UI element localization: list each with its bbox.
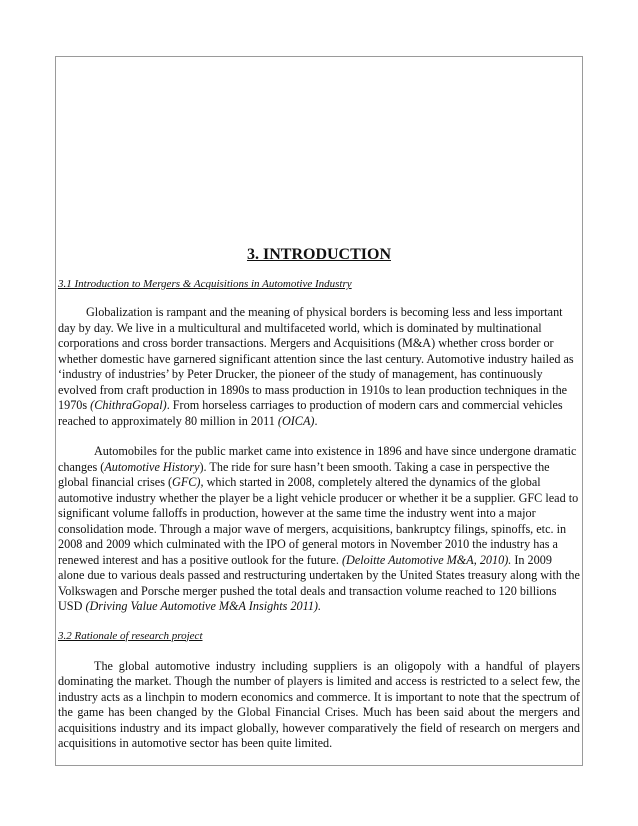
citation: (ChithraGopal) xyxy=(90,398,167,412)
paragraph-text: which started in 2008, completely altered the dynamics of the global automotive industry whether the player be a light vehicle producer or whether it be a supplier. GFC lead to significant volume falloffs in production, however at the same time the industry went into a major consolidation mode. Through a major wave of mergers, acquisitions, bankruptcy filings, spinoffs, etc. in 2008 and 2009 which culminated with the IPO of general motors in November 2010 the industry has a renewed interest and has a positive outlook for the future. xyxy=(58,475,579,567)
citation: (Driving Value Automotive M&A Insights 2011). xyxy=(85,599,322,613)
paragraph-text: Automobiles for the public market came into existence in 1896 and have since undergone dramatic changes ( xyxy=(58,444,577,474)
paragraph-text: . From horseless carriages to production of modern cars and commercial vehicles reached to approximately 80 million in 2011 xyxy=(58,398,563,428)
paragraph-text: Globalization is rampant and the meaning of physical borders is becoming less and less important day by day. We live in a multicultural and multifaceted world, which is dominated by multinational corporations and cross border transactions. Mergers and Acquisitions (M&A) whether cross border or whether domestic have garnered significant attention since the last century. Automotive industry hailed as ‘industry of industries’ by Peter Drucker, the pioneer of the study of management, has continuously evolved from craft production in 1890s to mass production in 1910s to lean production techniques in the 1970s xyxy=(58,305,574,412)
paragraph-text: In 2009 alone due to various deals passed and restructuring undertaken by the United States treasury along with the Volkswagen and Porsche merger pushed the total deals and transaction volume reached to 120 billions USD xyxy=(58,552,580,613)
citation: GFC), xyxy=(172,475,204,489)
section-heading-rationale: 3.2 Rationale of research project xyxy=(58,629,203,642)
section-heading-intro: 3.1 Introduction to Mergers & Acquisitions in Automotive Industry xyxy=(58,278,352,290)
citation: (OICA) xyxy=(277,413,315,428)
paragraph-text: . xyxy=(314,413,318,428)
page-title: 3. INTRODUCTION xyxy=(246,246,391,263)
paragraph-rationale: The global automotive industry including suppliers is an oligopoly with a handful of players dominating the market. Though the number of players is limited and access is restricted to a select few, the industry acts as a linchpin to modern economics and commerce. It is important to note that the spectrum of the game has been changed by the Global Financial Crises. Much has been said about the mergers and acquisitions industry and its impact globally, however comparatively the field of research on mergers and acquisitions in automotive sector has been quite limited. xyxy=(58,658,580,750)
document-body xyxy=(58,246,580,767)
paragraph-automobiles xyxy=(58,444,580,615)
paragraph-globalization xyxy=(58,305,580,429)
citation: (Deloitte Automotive M&A, 2010). xyxy=(341,552,512,567)
citation: Automotive History xyxy=(104,459,200,474)
paragraph-text: ). The ride for sure hasn’t been smooth. Taking a case in perspective the global financial crises ( xyxy=(58,459,550,489)
